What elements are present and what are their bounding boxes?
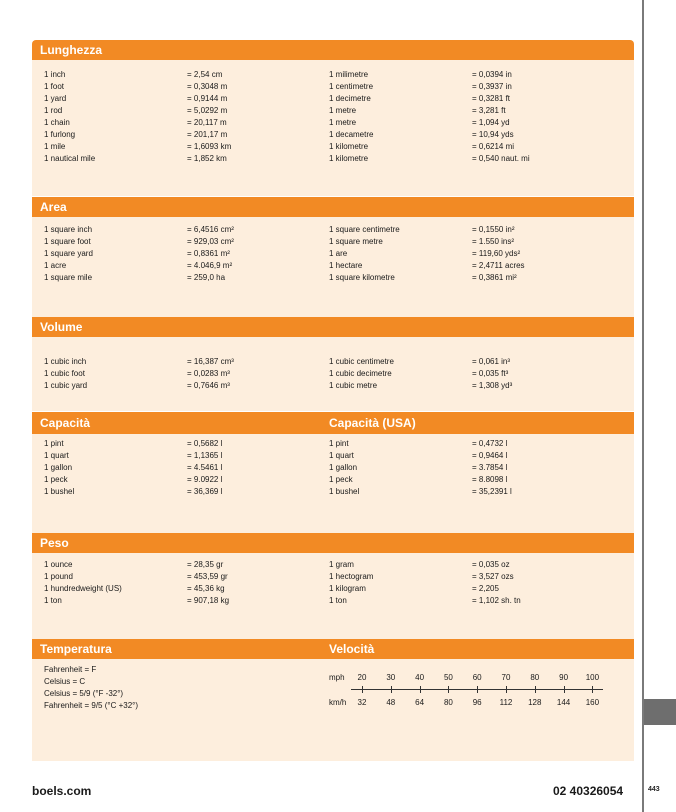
- unit-from-metric: 1 centimetre: [329, 82, 374, 91]
- unit-from-metric: 1 decametre: [329, 130, 374, 139]
- footer-website: boels.com: [32, 784, 92, 798]
- unit-value: = 9.0922 l: [187, 475, 223, 484]
- unit-from: 1 square inch: [44, 225, 93, 234]
- kmh-value: 128: [528, 698, 542, 707]
- unit-from: 1 yard: [44, 94, 67, 103]
- unit-value: = 0,7646 m³: [187, 381, 230, 390]
- table-row: [32, 486, 634, 498]
- unit-value-metric: = 0,3281 ft: [472, 94, 511, 103]
- scale-tick: [420, 686, 421, 693]
- unit-from: 1 peck: [44, 475, 68, 484]
- temperatura-formulas: [44, 664, 138, 712]
- unit-from-metric: 1 cubic decimetre: [329, 369, 392, 378]
- unit-value: = 0,3048 m: [187, 82, 228, 91]
- unit-from: 1 gallon: [44, 463, 73, 472]
- mph-value: 60: [472, 673, 482, 682]
- scale-tick: [592, 686, 593, 693]
- unit-from-metric: 1 metre: [329, 118, 357, 127]
- unit-value: = 20,117 m: [187, 118, 227, 127]
- unit-from: 1 cubic yard: [44, 381, 88, 390]
- unit-value-metric: = 1,102 sh. tn: [472, 596, 521, 605]
- unit-from-metric: 1 quart: [329, 451, 354, 460]
- scale-tick: [362, 686, 363, 693]
- scale-tick: [448, 686, 449, 693]
- unit-value-metric: = 0,0394 in: [472, 70, 512, 79]
- unit-from: 1 nautical mile: [44, 154, 96, 163]
- unit-value: = 4.046,9 m²: [187, 261, 233, 270]
- unit-from: 1 pound: [44, 572, 73, 581]
- unit-value-metric: = 10,94 yds: [472, 130, 514, 139]
- unit-value-metric: = 3,527 ozs: [472, 572, 514, 581]
- mph-value: 90: [559, 673, 569, 682]
- kmh-value: 80: [443, 698, 453, 707]
- table-row: [32, 81, 634, 93]
- unit-value-metric: = 35,2391 l: [472, 487, 512, 496]
- unit-value-metric: = 0,1550 in²: [472, 225, 515, 234]
- table-row: [32, 438, 634, 450]
- kmh-value: 112: [499, 698, 513, 707]
- temperature-formula: Fahrenheit = F: [44, 665, 97, 674]
- table-row: [32, 224, 634, 236]
- area-title: Area: [40, 200, 67, 214]
- unit-from-metric: 1 pint: [329, 439, 349, 448]
- unit-from: 1 ton: [44, 596, 62, 605]
- temperature-formula: Celsius = C: [44, 677, 86, 686]
- unit-value-metric: = 119,60 yds²: [472, 249, 521, 258]
- scale-tick: [391, 686, 392, 693]
- capacita-title: Capacità: [40, 416, 91, 430]
- unit-from: 1 hundredweight (US): [44, 584, 122, 593]
- footer-phone: 02 40326054: [553, 784, 624, 798]
- temperatura-title: Temperatura: [40, 642, 112, 656]
- unit-from: 1 square foot: [44, 237, 91, 246]
- unit-value-metric: = 2,205: [472, 584, 499, 593]
- page-number: 443: [648, 786, 660, 793]
- unit-from-metric: 1 bushel: [329, 487, 360, 496]
- side-tab-marker: [644, 699, 676, 725]
- unit-from-metric: 1 metre: [329, 106, 357, 115]
- table-row: [32, 380, 634, 392]
- table-row: [32, 117, 634, 129]
- volume-header: [32, 317, 634, 337]
- unit-value-metric: = 0,3937 in: [472, 82, 512, 91]
- unit-from: 1 ounce: [44, 560, 73, 569]
- unit-from-metric: 1 cubic metre: [329, 381, 378, 390]
- unit-from-metric: 1 are: [329, 249, 348, 258]
- table-row: [32, 129, 634, 141]
- unit-value: = 907,18 kg: [187, 596, 230, 605]
- table-row: [32, 571, 634, 583]
- mph-value: 50: [443, 673, 453, 682]
- table-row: [32, 474, 634, 486]
- capacita-usa-title: Capacità (USA): [329, 416, 416, 430]
- unit-value: = 929,03 cm²: [187, 237, 234, 246]
- mph-label: mph: [329, 673, 345, 682]
- volume-table: [32, 356, 634, 392]
- table-row: [32, 356, 634, 368]
- mph-value: 40: [415, 673, 425, 682]
- kmh-value: 32: [357, 698, 367, 707]
- unit-value: = 1,852 km: [187, 154, 227, 163]
- unit-from-metric: 1 cubic centimetre: [329, 357, 394, 366]
- volume-title: Volume: [40, 320, 83, 334]
- unit-from: 1 cubic inch: [44, 357, 87, 366]
- peso-title: Peso: [40, 536, 69, 550]
- table-row: [32, 236, 634, 248]
- unit-value: = 0,5682 l: [187, 439, 223, 448]
- unit-value-metric: = 0,035 oz: [472, 560, 510, 569]
- unit-value: = 0,9144 m: [187, 94, 228, 103]
- kmh-value: 48: [386, 698, 396, 707]
- unit-from: 1 foot: [44, 82, 65, 91]
- unit-value: = 453,59 gr: [187, 572, 228, 581]
- unit-value: = 0,8361 m²: [187, 249, 230, 258]
- table-row: [32, 141, 634, 153]
- unit-value: = 0,0283 m³: [187, 369, 230, 378]
- unit-value: = 16,387 cm³: [187, 357, 234, 366]
- unit-from-metric: 1 hectogram: [329, 572, 374, 581]
- unit-from: 1 pint: [44, 439, 64, 448]
- table-row: [32, 105, 634, 117]
- unit-value: = 259,0 ha: [187, 273, 226, 282]
- unit-value: = 45,36 kg: [187, 584, 225, 593]
- unit-from-metric: 1 kilogram: [329, 584, 366, 593]
- unit-value-metric: = 1,308 yd³: [472, 381, 513, 390]
- lunghezza-title: Lunghezza: [40, 43, 102, 57]
- peso-header: [32, 533, 634, 553]
- area-header: [32, 197, 634, 217]
- unit-value: = 2,54 cm: [187, 70, 223, 79]
- mph-value: 30: [386, 673, 396, 682]
- temperature-formula: Fahrenheit = 9/5 (°C +32°): [44, 701, 139, 710]
- kmh-label: km/h: [329, 698, 347, 707]
- unit-from-metric: 1 square kilometre: [329, 273, 395, 282]
- lunghezza-table: [32, 69, 634, 165]
- unit-from: 1 rod: [44, 106, 63, 115]
- unit-from-metric: 1 kilometre: [329, 154, 369, 163]
- unit-value: = 5,0292 m: [187, 106, 228, 115]
- table-row: [32, 559, 634, 571]
- unit-from-metric: 1 decimetre: [329, 94, 371, 103]
- kmh-value: 96: [472, 698, 482, 707]
- table-row: [32, 153, 634, 165]
- unit-from-metric: 1 milimetre: [329, 70, 369, 79]
- unit-value-metric: = 1.550 ins²: [472, 237, 515, 246]
- mph-value: 70: [501, 673, 511, 682]
- unit-value-metric: = 0,6214 mi: [472, 142, 515, 151]
- temp-velocita-header: [32, 639, 634, 659]
- unit-value-metric: = 3.7854 l: [472, 463, 508, 472]
- unit-from-metric: 1 gram: [329, 560, 354, 569]
- table-row: [32, 69, 634, 81]
- table-row: [32, 462, 634, 474]
- table-row: [32, 260, 634, 272]
- scale-tick: [535, 686, 536, 693]
- unit-value: = 6,4516 cm²: [187, 225, 234, 234]
- unit-value-metric: = 1,094 yd: [472, 118, 510, 127]
- unit-from-metric: 1 kilometre: [329, 142, 369, 151]
- unit-value-metric: = 3,281 ft: [472, 106, 506, 115]
- table-row: [32, 272, 634, 284]
- table-row: [32, 595, 634, 607]
- unit-from: 1 cubic foot: [44, 369, 85, 378]
- kmh-value: 160: [585, 698, 600, 707]
- kmh-value: 144: [556, 698, 571, 707]
- unit-from: 1 square mile: [44, 273, 93, 282]
- unit-from: 1 square yard: [44, 249, 93, 258]
- unit-value: = 28,35 gr: [187, 560, 224, 569]
- lunghezza-header: [32, 40, 634, 60]
- table-row: [32, 93, 634, 105]
- unit-value-metric: = 0,4732 l: [472, 439, 508, 448]
- unit-value-metric: = 0,035 ft³: [472, 369, 509, 378]
- unit-from: 1 furlong: [44, 130, 76, 139]
- unit-value: = 1,1365 l: [187, 451, 223, 460]
- unit-value-metric: = 0,061 in³: [472, 357, 511, 366]
- unit-value-metric: = 0,3861 mi²: [472, 273, 517, 282]
- page-edge-rule: [642, 0, 644, 812]
- capacita-header: [32, 412, 634, 434]
- unit-from: 1 bushel: [44, 487, 75, 496]
- table-row: [32, 450, 634, 462]
- area-table: [32, 224, 634, 284]
- unit-from: 1 quart: [44, 451, 69, 460]
- unit-value-metric: = 0,9464 l: [472, 451, 508, 460]
- scale-tick: [506, 686, 507, 693]
- temperature-formula: Celsius = 5/9 (°F -32°): [44, 689, 124, 698]
- unit-from-metric: 1 square centimetre: [329, 225, 400, 234]
- unit-value: = 36,369 l: [187, 487, 223, 496]
- velocita-title: Velocità: [329, 642, 375, 656]
- scale-tick: [564, 686, 565, 693]
- kmh-value: 64: [415, 698, 425, 707]
- mph-value: 80: [530, 673, 540, 682]
- unit-from: 1 mile: [44, 142, 66, 151]
- unit-value-metric: = 8.8098 l: [472, 475, 508, 484]
- unit-value-metric: = 2,4711 acres: [472, 261, 525, 270]
- unit-from: 1 acre: [44, 261, 67, 270]
- mph-value: 20: [357, 673, 367, 682]
- scale-tick: [477, 686, 478, 693]
- unit-value-metric: = 0,540 naut. mi: [472, 154, 530, 163]
- table-row: [32, 368, 634, 380]
- mph-value: 100: [585, 673, 600, 682]
- unit-value: = 201,17 m: [187, 130, 228, 139]
- unit-from: 1 inch: [44, 70, 66, 79]
- unit-value: = 1,6093 km: [187, 142, 232, 151]
- unit-from-metric: 1 peck: [329, 475, 353, 484]
- unit-from-metric: 1 ton: [329, 596, 347, 605]
- peso-table: [32, 559, 634, 607]
- unit-value: = 4.5461 l: [187, 463, 223, 472]
- table-row: [32, 248, 634, 260]
- unit-from-metric: 1 gallon: [329, 463, 358, 472]
- capacita-table: [32, 438, 634, 498]
- unit-from-metric: 1 square metre: [329, 237, 383, 246]
- unit-from-metric: 1 hectare: [329, 261, 363, 270]
- unit-from: 1 chain: [44, 118, 70, 127]
- table-row: [32, 583, 634, 595]
